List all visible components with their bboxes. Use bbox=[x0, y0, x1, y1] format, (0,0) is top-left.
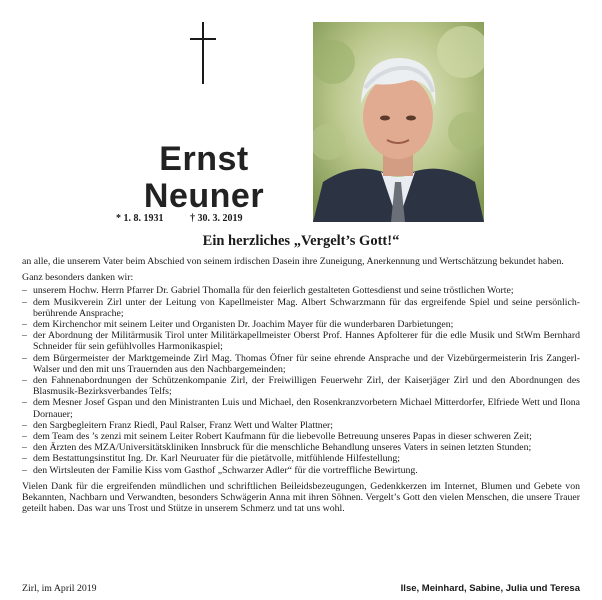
list-item: – dem Musikverein Zirl unter der Leitung von Kapellmeister Mag. Albert Schwarzmann für das ergreifende Spiel und seine persönlich-berührende Ansprache; bbox=[22, 297, 580, 319]
list-item: – dem Kirchenchor mit seinem Leiter und Organisten Dr. Joachim Mayer für die wunderbaren Darbietungen; bbox=[22, 319, 580, 330]
list-item: – den Fahnenabordnungen der Schützenkompanie Zirl, der Freiwilligen Feuerwehr Zirl, der Kaiserjäger Zirl und den Abordnungen des Blasmusik-Bezirksverbandes Telfs; bbox=[22, 375, 580, 397]
first-name: Ernst bbox=[159, 140, 249, 178]
death-date: † 30. 3. 2019 bbox=[190, 213, 243, 224]
list-item: – dem Mesner Josef Gspan und den Ministranten Luis und Michael, den Rosenkranzvorbetern Michael Mitterdorfer, Elfriede Wett und Ilona Dornauer; bbox=[22, 397, 580, 419]
list-item: – der Abordnung der Militärmusik Tirol unter Militärkapellmeister Oberst Prof. Hannes Apfolterer für die edle Musik und StWm Bernhard Schneider für sein gefühlvolles Harmonikaspiel; bbox=[22, 330, 580, 352]
place-date: Zirl, im April 2019 bbox=[22, 583, 97, 594]
list-item: – den Ärzten des MZA/Universitätskliniken Innsbruck für die menschliche Behandlung unseres Vaters in seinen letzten Stunden; bbox=[22, 442, 580, 453]
thanks-intro: Ganz besonders danken wir: bbox=[22, 272, 134, 284]
birth-date: * 1. 8. 1931 bbox=[116, 213, 164, 224]
cross-icon bbox=[190, 22, 216, 84]
portrait-photo bbox=[313, 22, 484, 222]
list-item: – unserem Hochw. Herrn Pfarrer Dr. Gabriel Thomalla für den feierlich gestalteten Gottesdienst und seine tröstlichen Worte; bbox=[22, 285, 580, 296]
list-item: – den Wirtsleuten der Familie Kiss vom Gasthof „Schwarzer Adler“ für die vortreffliche Bewirtung. bbox=[22, 465, 580, 476]
acknowledgement-text bbox=[22, 256, 580, 514]
list-item: – dem Bürgermeister der Marktgemeinde Zirl Mag. Thomas Öfner für seine ehrende Ansprache und der Vizebürgermeisterin Iris Zangerl-Walser und den mit uns Trauernden aus den Nachbargemeinden; bbox=[22, 353, 580, 375]
footer bbox=[22, 583, 580, 594]
life-dates bbox=[116, 213, 243, 224]
last-name: Neuner bbox=[143, 177, 265, 215]
intro-text: an alle, die unserem Vater beim Abschied von seinem irdischen Dasein ihre Zuneigung, Anerkennung und Wertschätzung bekundet haben. bbox=[22, 256, 564, 267]
list-item: – den Sargbegleitern Franz Riedl, Paul Ralser, Franz Wett und Walter Plattner; bbox=[22, 420, 580, 431]
list-item: – dem Team des ’s zenzi mit seinem Leiter Robert Kaufmann für die liebevolle Betreuung unseres Papas in dieser schweren Zeit; bbox=[22, 431, 580, 442]
list-item: – dem Bestattungsinstitut Ing. Dr. Karl Neuruater für die pietätvolle, mitfühlende Hilfestellung; bbox=[22, 453, 580, 464]
signatories: Ilse, Meinhard, Sabine, Julia und Teresa bbox=[400, 583, 580, 594]
thanks-list bbox=[22, 285, 580, 475]
thanks-heading: Ein herzliches „Vergelt’s Gott!“ bbox=[202, 233, 400, 249]
closing-text: Vielen Dank für die ergreifenden mündlichen und schriftlichen Beileidsbezeugungen, Gedenkkerzen im Internet, Blumen und Gebete von Bekannten, Nachbarn und Verwandten, besonders Schwägerin Anna mit ihren Söhnen. Vergelt’s Gott den vielen Menschen, die unsere Trauer geteilt haben. Das war uns Trost und Stütze in unserem Schmerz und tat uns wohl. bbox=[22, 480, 580, 515]
